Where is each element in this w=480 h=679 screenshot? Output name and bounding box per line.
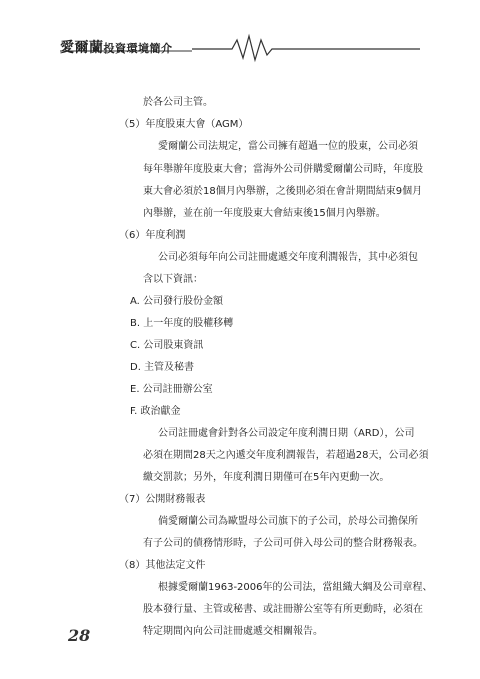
list-item-e: E. 公司註冊辦公室 <box>130 384 213 395</box>
header-title-sub: 投資環境簡介 <box>103 42 173 55</box>
list-item-d: D. 主管及秘書 <box>130 362 195 373</box>
section-heading-other-documents: （8）其他法定文件 <box>119 560 206 571</box>
paragraph-line: 公司必須每年向公司註冊處遞交年度利潤報告，其中必須包 <box>158 252 418 263</box>
paragraph-line: 愛爾蘭公司法規定，當公司擁有超過一位的股東，公司必須 <box>158 141 418 152</box>
paragraph-line: 於各公司主管。 <box>143 97 213 108</box>
header-title-main: 愛爾蘭 <box>60 40 104 56</box>
list-item-a: A. 公司發行股份金額 <box>130 296 224 307</box>
section-heading-annual-return: （6）年度利潤 <box>119 230 186 241</box>
paragraph-line: 特定期間內向公司註冊處遞交相關報告。 <box>143 626 323 637</box>
section-heading-agm: （5）年度股東大會（AGM） <box>119 119 249 130</box>
paragraph-line: 每年舉辦年度股東大會；當海外公司併購愛爾蘭公司時，年度股 <box>143 164 423 175</box>
section-heading-financial-statements: （7）公開財務報表 <box>119 494 206 505</box>
paragraph-line: 內舉辦，並在前一年度股東大會結束後15個月內舉辦。 <box>143 208 386 219</box>
list-item-c: C. 公司股東資訊 <box>130 340 204 351</box>
paragraph-line: 東大會必須於18個月內舉辦，之後則必須在會計期間結束9個月 <box>143 186 423 197</box>
paragraph-line: 有子公司的債務情形時，子公司可併入母公司的整合財務報表。 <box>143 538 423 549</box>
paragraph-line: 含以下資訊： <box>143 274 203 285</box>
list-item-b: B. 上一年度的股權移轉 <box>130 318 234 329</box>
list-item-f: F. 政治獻金 <box>130 406 181 417</box>
paragraph-line: 必須在期間28天之內遞交年度利潤報告，若超過28天，公司必須 <box>143 450 429 461</box>
paragraph-line: 倘愛爾蘭公司為歐盟母公司旗下的子公司，於母公司擔保所 <box>158 516 418 527</box>
page-number: 28 <box>68 626 91 645</box>
paragraph-line: 繳交罰款；另外，年度利潤日期僅可在5年內更動一次。 <box>143 472 390 483</box>
paragraph-line: 根據愛爾蘭1963-2006年的公司法，當組織大綱及公司章程、 <box>158 582 433 593</box>
paragraph-line: 股本發行量、主管或秘書、或註冊辦公室等有所更動時，必須在 <box>143 604 423 615</box>
paragraph-line: 公司註冊處會針對各公司設定年度利潤日期（ARD），公司 <box>158 428 415 439</box>
